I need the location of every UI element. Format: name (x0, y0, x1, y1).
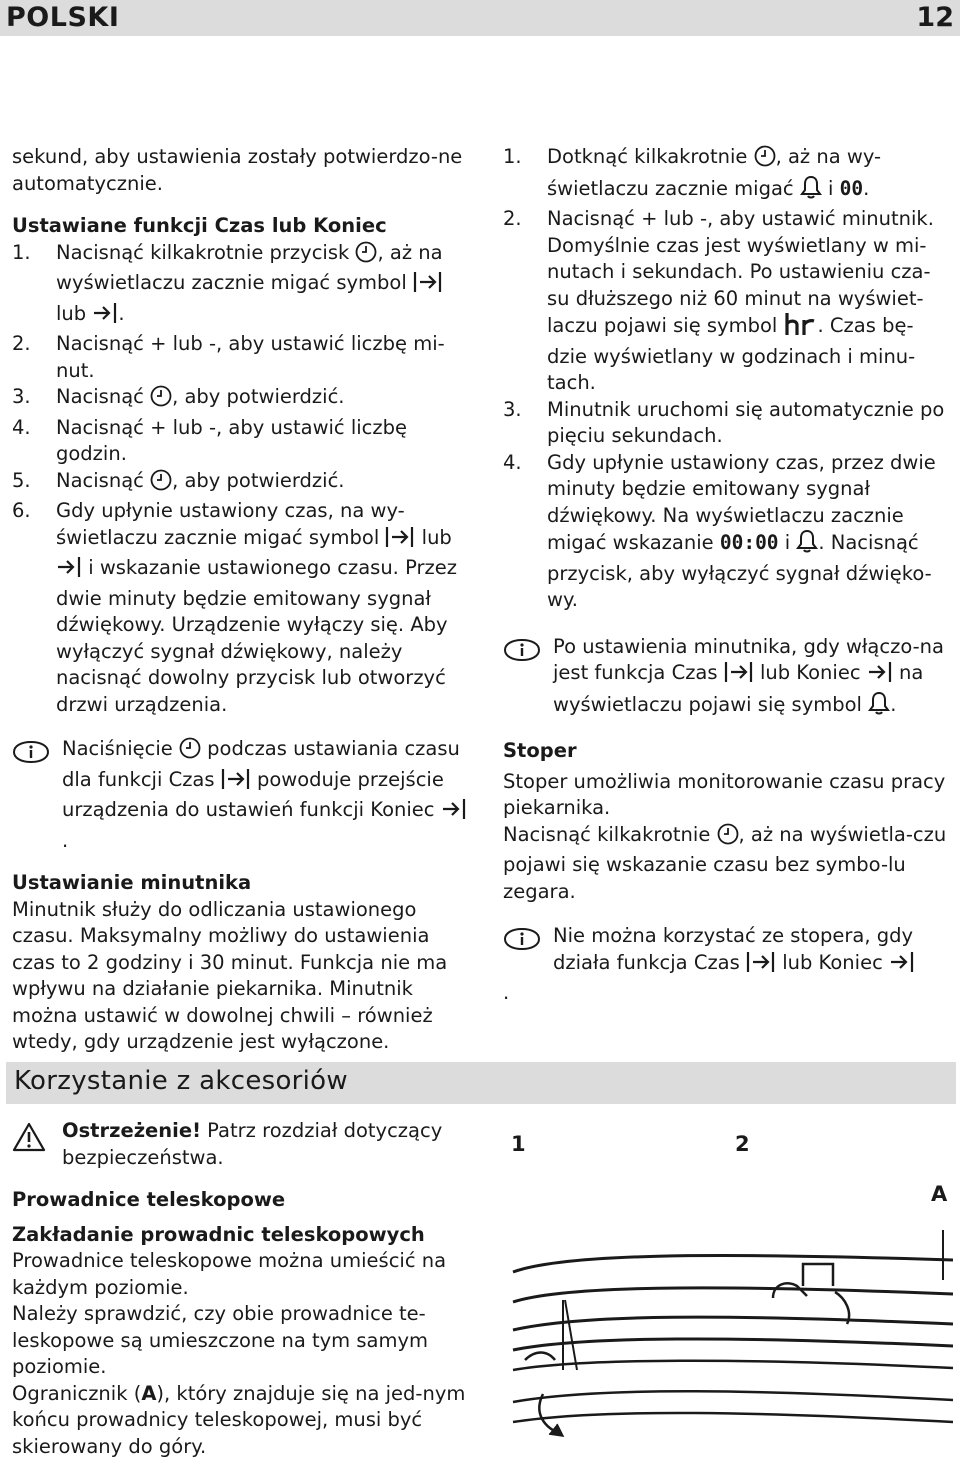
warning-triangle-icon (12, 1122, 46, 1160)
step-2: 2. Nacisnąć + lub -, aby ustawić minutnik. Domyślnie czas jest wyświetlany w mi-nutach i sekundach. Po ustawieniu cza-su dłuższego niż 60 minut na wyświet-laczu pojawi się symbol . Czas bę-dzie wyświetlany w godzinach i minu-tach. (503, 207, 934, 394)
duration-arrow-bar-icon (385, 526, 415, 556)
language-label: POLSKI (6, 2, 120, 33)
duration-arrow-bar-icon (746, 951, 776, 981)
clock-icon (717, 823, 739, 853)
telescopic-text-3: Ogranicznik (A), który znajduje się na jed-nym końcu prowadnicy teleskopowej, musi być skierowany do góry. (12, 1381, 466, 1458)
info-note-time: Naciśnięcie podczas ustawiania czasu dla funkcji Czas powoduje przejście urządzenia do ustawień funkcji Koniec . (12, 736, 467, 854)
clock-icon (754, 145, 776, 175)
display-0000: 00:00 (719, 531, 779, 554)
heading-timer: Ustawianie minutnika (12, 871, 252, 894)
figure-label-1: 1 (511, 1132, 526, 1156)
clock-icon (150, 385, 172, 415)
timer-steps (503, 144, 953, 614)
time-end-steps (12, 240, 467, 719)
clock-icon (179, 737, 201, 767)
step-1: 1. Dotknąć kilkakrotnie , aż na wy-świetlaczu zacznie migać i 00. (503, 144, 953, 206)
info-note-timer: Po ustawienia minutnika, gdy włączo-na jest funkcja Czas lub Koniec na wyświetlaczu pojawi się symbol . (503, 634, 953, 723)
runner-drawing (503, 1202, 953, 1452)
step-3: 3. Nacisnąć , aby potwierdzić. (12, 384, 467, 415)
step-4: 4. Nacisnąć + lub -, aby ustawić liczbę godzin. (12, 415, 408, 465)
telescopic-text-2: Należy sprawdzić, czy obie prowadnice te-leskopowe są umieszczone na tym samym poziomie. (12, 1302, 428, 1378)
step-3: 3. Minutnik uruchomi się automatycznie po pięciu sekundach. (503, 397, 945, 447)
end-arrow-bar-icon (867, 661, 893, 691)
duration-arrow-bar-icon (724, 661, 754, 691)
duration-arrow-bar-icon (221, 768, 251, 798)
telescopic-runner-illustration (503, 1126, 953, 1456)
info-icon (12, 740, 50, 772)
step-6: 6. Gdy upłynie ustawiony czas, na wy-świetlaczu zacznie migać symbol lub i wskazanie ustawionego czasu. Przez dwie minuty będzie emitowany sygnał dźwiękowy. Urządzenie wyłączy się. Aby wyłączyć sygnał dźwiękowy, należy nacisnąć dowolny przycisk lub otworzyć drzwi urządzenia. (12, 499, 457, 716)
step-1: 1. Nacisnąć kilkakrotnie przycisk , aż na wyświetlaczu zacznie migać symbol lub . (12, 240, 467, 332)
page-number: 12 (916, 2, 954, 33)
end-arrow-bar-icon (92, 302, 118, 332)
duration-arrow-bar-icon (413, 271, 443, 301)
figure-label-2: 2 (735, 1132, 750, 1156)
section-title: Korzystanie z akcesoriów (14, 1066, 348, 1096)
page-header (0, 0, 960, 36)
bell-icon (800, 175, 822, 207)
info-note-stoper: Nie można korzystać ze stopera, gdy działa funkcja Czas lub Koniec . (503, 924, 914, 1004)
bell-icon (868, 691, 890, 723)
bell-icon (796, 529, 818, 561)
section-header (6, 1062, 956, 1104)
hr-symbol (784, 312, 818, 344)
end-arrow-bar-icon (56, 556, 82, 586)
step-5: 5. Nacisnąć , aby potwierdzić. (12, 468, 467, 499)
step-4: 4. Gdy upłynie ustawiony czas, przez dwie minuty będzie emitowany sygnał dźwiękowy. Na wyświetlaczu zacznie migać wskazanie 00:00 i . Nacisnąć przycisk, aby wyłączyć sygnał dźwięko-wy. (503, 450, 936, 611)
clock-icon (150, 469, 172, 499)
clock-icon (355, 241, 377, 271)
heading-install-telescopic: Zakładanie prowadnic teleskopowych (12, 1222, 425, 1246)
step-2: 2. Nacisnąć + lub -, aby ustawić liczbę mi-nut. (12, 332, 445, 382)
display-00: 00 (839, 176, 864, 200)
intro-text: sekund, aby ustawienia zostały potwierdzo-ne automatycznie. (12, 145, 463, 195)
end-arrow-bar-icon (889, 951, 915, 981)
timer-text: Minutnik służy do odliczania ustawionego czasu. Maksymalny możliwy do ustawienia czas to 2 godziny i 30 minut. Funkcja nie ma wpływu na działanie piekarnika. Minutnik można ustawić w dowolnej chwili – również wtedy, gdy urządzenie jest wyłączone. (12, 897, 448, 1053)
heading-time-end: Ustawiane funkcji Czas lub Koniec (12, 214, 387, 237)
info-icon (503, 927, 541, 959)
stoper-text-2: Nacisnąć kilkakrotnie , aż na wyświetla-czu pojawi się wskazanie czasu bez symbo-lu zegara. (503, 822, 947, 903)
telescopic-text-1: Prowadnice teleskopowe można umieścić na każdym poziomie. (12, 1249, 447, 1299)
figure-label-a: A (931, 1182, 948, 1206)
heading-stoper: Stoper (503, 739, 577, 762)
left-column (12, 144, 467, 1056)
accessories-column (12, 1118, 467, 1460)
heading-telescopic: Prowadnice teleskopowe (12, 1188, 286, 1211)
stoper-text-1: Stoper umożliwia monitorowanie czasu pracy piekarnika. (503, 769, 946, 819)
info-icon (503, 638, 541, 670)
end-arrow-bar-icon (441, 798, 467, 828)
warning-note: Ostrzeżenie! Patrz rozdział dotyczący bezpieczeństwa. (12, 1118, 467, 1171)
right-column (503, 144, 953, 1007)
